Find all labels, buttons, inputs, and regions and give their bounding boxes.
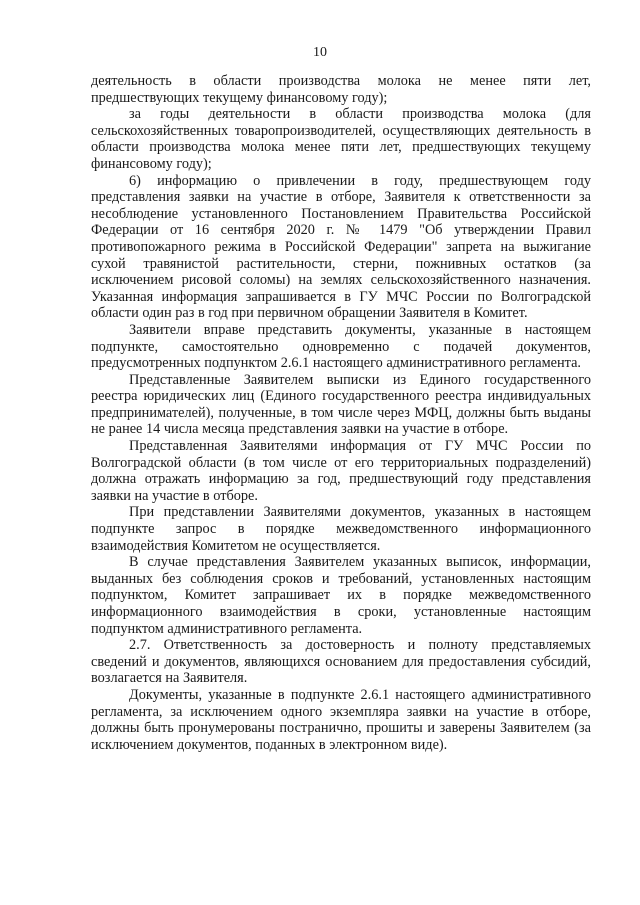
paragraph-register-extracts: Представленные Заявителем выписки из Единого государственного реестра юридических лиц (Единого государственного реестра индивидуальных предпринимателей), полученные, в том числе через МФЦ, должны быть выданы не ранее 14 числа месяца представления заявки на участие в отборе. [91, 371, 591, 438]
paragraph-no-interagency-request: При представлении Заявителями документов, указанных в настоящем подпункте запрос в порядке межведомственного информационного взаимодействия Комитетом не осуществляется. [91, 504, 591, 554]
paragraph-section-2-7-responsibility: 2.7. Ответственность за достоверность и полноту представляемых сведений и документов, являющихся основанием для предоставления субсидий, возлагается на Заявителя. [91, 637, 591, 687]
paragraph-applicants-may-submit: Заявители вправе представить документы, указанные в настоящем подпункте, самостоятельно одновременно с подачей документов, предусмотренных подпунктом 2.6.1 настоящего административного регламента. [91, 321, 591, 372]
paragraph-continuation: деятельность в области производства молока не менее пяти лет, предшествующих текущему финансовому году); [91, 73, 591, 106]
paragraph-committee-requests: В случае представления Заявителем указанных выписок, информации, выданных без соблюдения сроков и требований, установленных настоящим подпунктом, Комитет запрашивает их в порядке межведомственного информационного взаимодействия в сроки, установленные настоящим подпунктом административного регламента. [91, 554, 591, 637]
paragraph-years-of-activity: за годы деятельности в области производства молока (для сельскохозяйственных товаропроизводителей, осуществляющих деятельность в области производства молока менее пяти лет, предшествующих текущему финансовому году); [91, 106, 591, 172]
paragraph-mchs-information: Представленная Заявителями информация от ГУ МЧС России по Волгоградской области (в том числе от его территориальных подразделений) должна отражать информацию за год, предшествующий году представления заявки на участие в отборе. [91, 438, 591, 504]
document-body [91, 73, 591, 753]
page-number: 10 [313, 45, 327, 60]
paragraph-item-6-fire-safety: 6) информацию о привлечении в году, предшествующем году представления заявки на участие в отборе, Заявителя к ответственности за несоблюдение установленного Постановлением Правительства Российской Федерации от 16 сентября 2020 г. № 1479 "Об утверждении Правил противопожарного режима в Российской Федерации" запрета на выжигание сухой травянистой растительности, стерни, пожнивных остатков (за исключением рисовой соломы) на землях сельскохозяйственного назначения. Указанная информация запрашивается в ГУ МЧС России по Волгоградской области один раз в год при первичном обращении Заявителя в Комитет. [91, 172, 591, 322]
paragraph-documents-numbered: Документы, указанные в подпункте 2.6.1 настоящего административного регламента, за исключением одного экземпляра заявки на участие в отборе, должны быть пронумерованы постранично, прошиты и заверены Заявителем (за исключением документов, поданных в электронном виде). [91, 686, 591, 753]
